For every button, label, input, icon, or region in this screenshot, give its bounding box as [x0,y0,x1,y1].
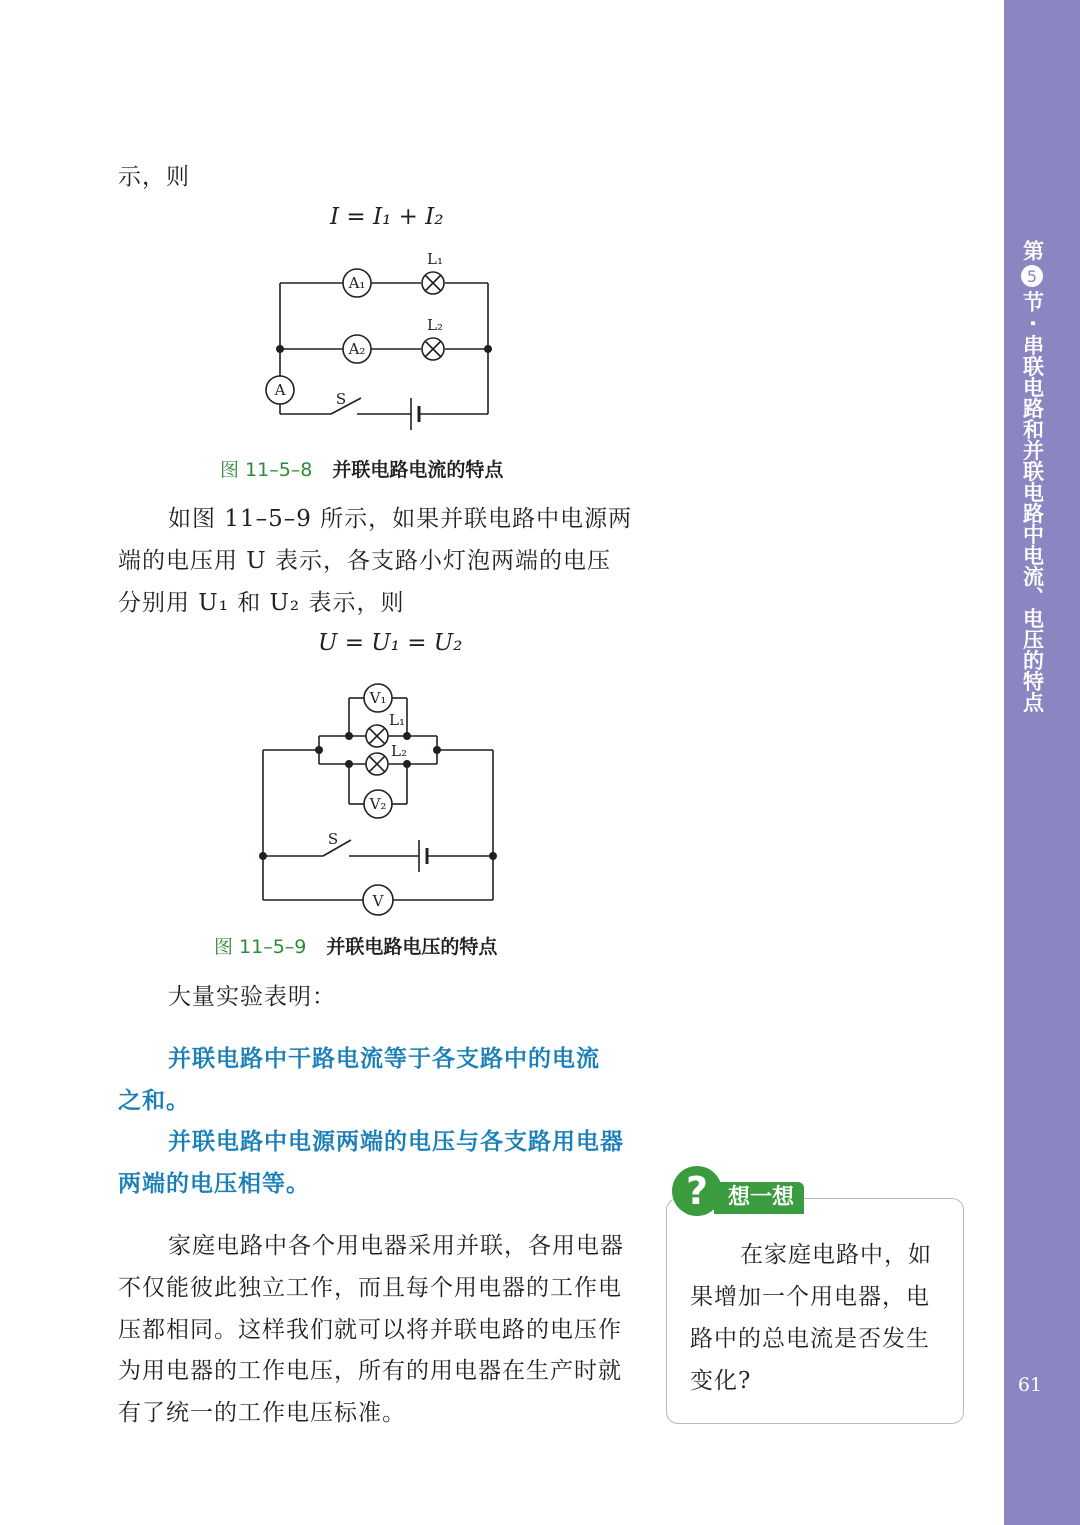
think-line: 在家庭电路中，如 [740,1242,932,1268]
figure-title: 并联电路电流的特点 [332,459,504,481]
think-header [672,1162,822,1214]
junction-dot [484,345,492,353]
voltage-formula [318,630,462,656]
law-line: 并联电路中干路电流等于各支路中的电流 [168,1045,600,1072]
voltage-formula-text: U = U₁ = U₂ [318,630,463,656]
label-l1: L₁ [427,250,443,268]
section-prefix: 第 [1020,240,1045,261]
figure-11-5-9-caption [214,932,497,959]
current-formula-text: I = I₁ + I₂ [330,204,444,230]
think-line: 路中的总电流是否发生 [690,1326,930,1352]
label-l1: L₁ [389,711,405,729]
label-v2: V₂ [369,795,387,813]
figure-number: 图 11–5–9 [214,936,307,958]
paragraph-line: 分别用 U₁ 和 U₂ 表示，则 [118,590,405,616]
section-title: 节 · 串联电路和并联电路中电流、电压的特点 [1020,291,1045,713]
figure-title: 并联电路电压的特点 [326,936,498,958]
paragraph-line: 压都相同。这样我们就可以将并联电路的电压作 [118,1317,622,1343]
label-a1: A₁ [348,274,366,292]
page-number: 61 [1017,1374,1043,1396]
paragraph-line: 有了统一的工作电压标准。 [118,1400,406,1426]
label-l2: L₂ [427,316,443,334]
paragraph-line: 家庭电路中各个用电器采用并联，各用电器 [168,1233,624,1259]
paragraph-line: 端的电压用 U 表示，各支路小灯泡两端的电压 [118,548,612,574]
label-v1: V₁ [369,689,387,707]
question-icon: ? [672,1166,722,1216]
intro-line: 示，则 [118,164,190,190]
paragraph-line: 如图 11–5–9 所示，如果并联电路中电源两 [168,506,633,532]
label-a: A [274,381,286,399]
think-line: 变化? [690,1368,752,1394]
paragraph-line: 大量实验表明： [168,984,336,1010]
figure-11-5-8-circuit [255,248,505,448]
label-l2: L₂ [391,742,407,760]
figure-number: 图 11–5–8 [220,459,313,481]
law-line: 之和。 [118,1087,190,1114]
label-s: S [327,830,339,848]
figure-11-5-9-circuit [255,680,505,920]
figure-11-5-8-caption [220,455,503,482]
paragraph-line: 不仅能彼此独立工作，而且每个用电器的工作电 [118,1275,622,1301]
law-line: 并联电路中电源两端的电压与各支路用电器 [168,1128,624,1155]
paragraph-line: 为用电器的工作电压，所有的用电器在生产时就 [118,1358,622,1384]
junction-dot [276,345,284,353]
think-label: 想一想 [714,1182,804,1214]
section-number-badge: 5 [1021,265,1043,287]
chapter-side-band [1004,0,1080,1525]
label-a2: A₂ [348,340,366,358]
law-line: 两端的电压相等。 [118,1170,310,1197]
think-line: 果增加一个用电器，电 [690,1284,930,1310]
section-title-vertical [1004,240,1060,713]
label-v: V [372,892,384,910]
current-formula [330,204,443,230]
label-s: S [335,390,347,408]
